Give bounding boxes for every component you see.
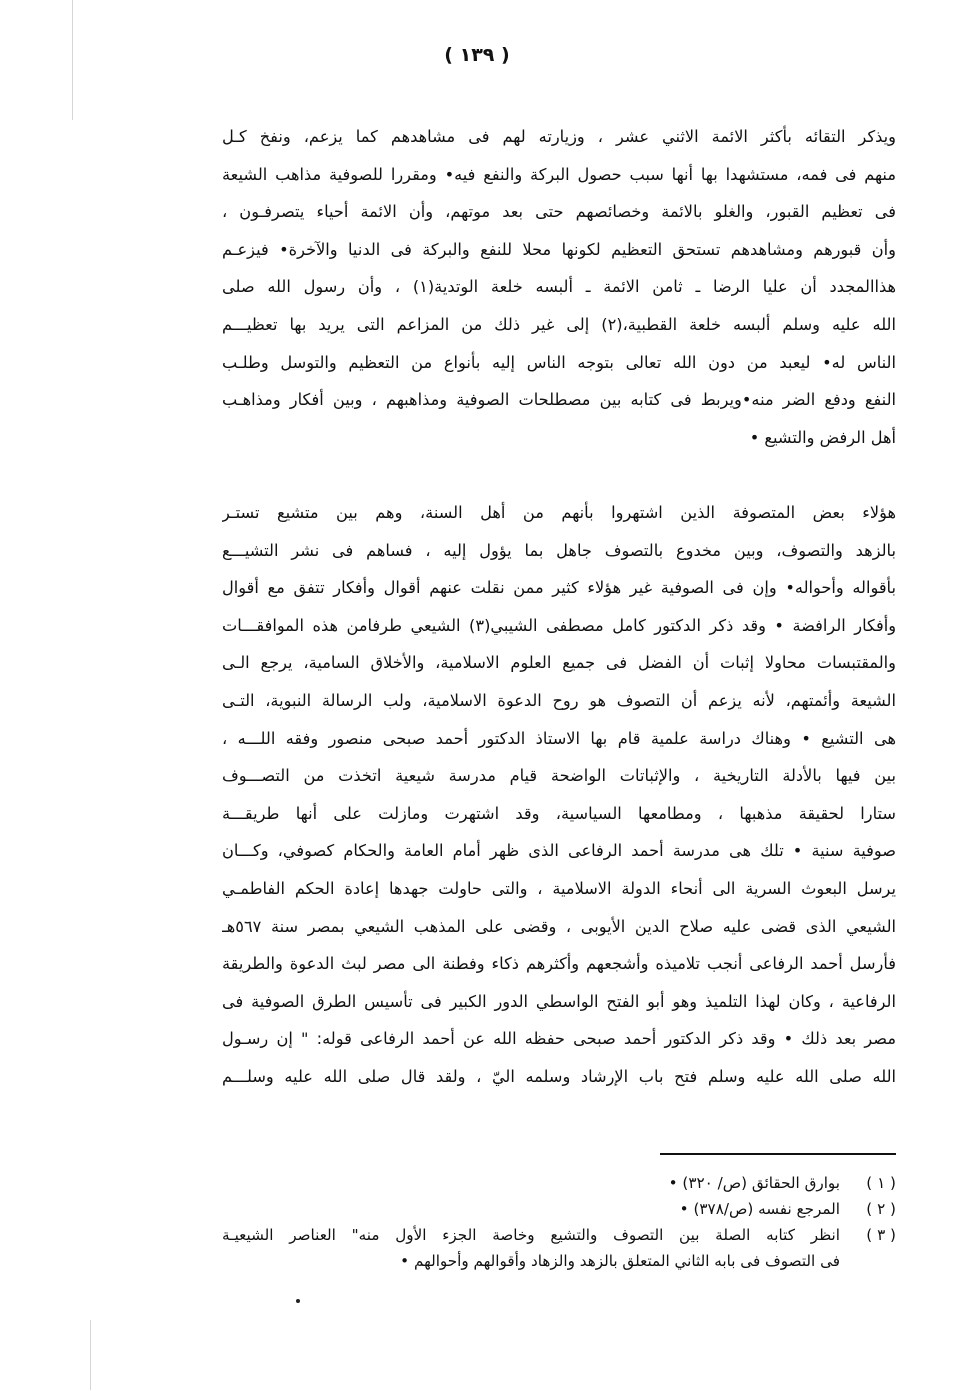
footnote-3 — [222, 1222, 896, 1274]
footnote-number: ( ١ ) — [866, 1174, 896, 1192]
footnote-2 — [222, 1196, 896, 1222]
text-line: وأن قبورهم ومشاهدهم تستحق التعظيم لكونها محلا للنفع والبركة فى الدنيا والآخرة• فيزعـم — [222, 239, 896, 259]
footnotes — [222, 1170, 896, 1274]
paragraph-1 — [222, 118, 896, 456]
text-line: الناس له• ليعبد من دون الله تعالى بتوجه الناس إليه بأنواع من التعظيم والتوسل وطلـب — [222, 352, 896, 372]
text-line: بأقواله وأحواله• وإن فى الصوفية غير هؤلاء كثير ممن نقلت عنهم أقوال وأفكار تتفق مع أقوال — [222, 578, 896, 598]
footnote-divider — [660, 1153, 896, 1155]
text-line: هى التشيع • وهناك دراسة علمية قام بها الاستاذ الدكتور أحمد صبحى منصور وفقه اللـــه ، — [222, 728, 896, 748]
paragraph-2 — [222, 494, 896, 1096]
text-line: فأرسل أحمد الرفاعى أنجب تلاميذه وأشجعهم وأكثرهم ذكاء وفطنة الى مصر لبث الدعوة والطريقة — [222, 954, 896, 974]
text-line: بين فيها بالأدلة التاريخية ، والإثباتات الواضحة قيام مدرسة شيعية اتخذت من التصـــوف — [222, 766, 896, 786]
text-line: النفع ودفع الضر منه•ويربط فى كتابه بين مصطلحات الصوفية ومذاهبهم ، وبين أفكار ومذاهـب — [222, 390, 896, 410]
stray-dot — [296, 1299, 300, 1303]
text-line: فى تعظيم القبور، والغلو بالائمة وخصائصهم حتى بعد موتهم، وأن الائمة أحياء يتصرفـون ، — [222, 202, 896, 222]
text-line: أهل الرفض والتشيع • — [749, 427, 896, 447]
text-line: صوفية سنية • تلك هى مدرسة أحمد الرفاعى الذى ظهر أمام العامة والحكام كصوفي، وكـــان — [222, 841, 896, 861]
footnote-1 — [222, 1170, 896, 1196]
text-line: هؤلاء بعض المتصوفة الذين اشتهروا بأنهم من أهل السنة، وهم بين متشيع تستـر — [222, 503, 896, 522]
text-line: بالزهد والتصوف، وبين مخدوع بالتصوف جاهل بما يؤول إليه ، فساهم فى نشر التشيـــع — [222, 540, 896, 560]
footnote-text: فى التصوف فى بابه الثاني المتعلق بالزهد والزهاد وأقوالهم وأحوالهم • — [400, 1252, 840, 1270]
text-line: الرفاعية ، وكان لهذا التلميذ وهو أبو الفتح الواسطي الدور الكبير فى تأسيس الطرق الصوفية فى — [222, 991, 896, 1011]
text-line: ويذكر التقائه بأكثر الائمة الاثني عشر ، وزيارته لهم فى مشاهدهم كما يزعم، ونفخ كـل — [222, 127, 896, 146]
text-line: هذاالمجدد أن عليا الرضا ـ ثامن الائمة ـ ألبسه خلعة الوتدية(١) ، وأن رسول الله صلى — [222, 277, 896, 297]
text-line: مصر بعد ذلك • وقد ذكر الدكتور أحمد صبحى حفظه الله عن أحمد الرفاعى قوله: " إن رسـول — [222, 1029, 896, 1049]
footnote-number: ( ٢ ) — [866, 1200, 896, 1218]
footnote-text: انظر كتابه الصلة بين التصوف والتشيع وخاصة الجزء الأول منه" العناصر الشيعيـة — [222, 1226, 840, 1244]
text-line: والمقتبسات محاولا إثبات أن الفضل فى جميع العلوم الاسلامية، والأخلاق السامية، يرجع الـى — [222, 653, 896, 673]
text-line: الله صلى الله عليه وسلم فتح باب الإرشاد وسلمه اليّ ، ولقد قال صلى الله عليه وسلـــم — [222, 1066, 896, 1086]
footnote-text: بوارق الحقائق (ص/ ٣٢٠) • — [668, 1174, 840, 1192]
text-line: وأفكار الرافضة • وقد ذكر الدكتور كامل مصطفى الشيبي(٣) الشيعي طرفامن هذه الموافقـــات — [222, 615, 896, 635]
page-number: ( ١٣٩ ) — [444, 44, 510, 66]
text-line: الشيعة وأئمتهم، لأنه يزعم أن التصوف هو روح الدعوة الاسلامية، ولب الرسالة النبوية، التـى — [222, 690, 896, 710]
text-line: يرسل البعوث السرية الى أنحاء الدولة الاسلامية ، والتى حاولت جهدها إعادة الحكم الفاطمـي — [222, 878, 896, 898]
text-line: ستارا لحقيقة مذهبها ، ومطامعها السياسية، وقد اشتهرت ومازلت على أنها طريقـــة — [222, 803, 896, 823]
footnote-number: ( ٣ ) — [866, 1226, 896, 1244]
footnote-text: المرجع نفسه (ص/٣٧٨) • — [679, 1200, 840, 1218]
text-line: الشيعي الذى قضى عليه صلاح الدين الأيوبى ، وقضى على المذهب الشيعي بمصر سنة ٥٦٧هـ — [222, 916, 896, 936]
text-line: منهم فى فمه، مستشهدا بها أنها سبب حصول البركة والنفع فيه• ومقررا للصوفية مذاهب الشيعة — [222, 164, 896, 184]
text-line: الله عليه وسلم ألبسه خلعة القطبية،(٢) إلى غير ذلك من المزاعم التى يريد بها تعظيـــم — [222, 314, 896, 334]
scan-edge-mark — [90, 1320, 91, 1390]
